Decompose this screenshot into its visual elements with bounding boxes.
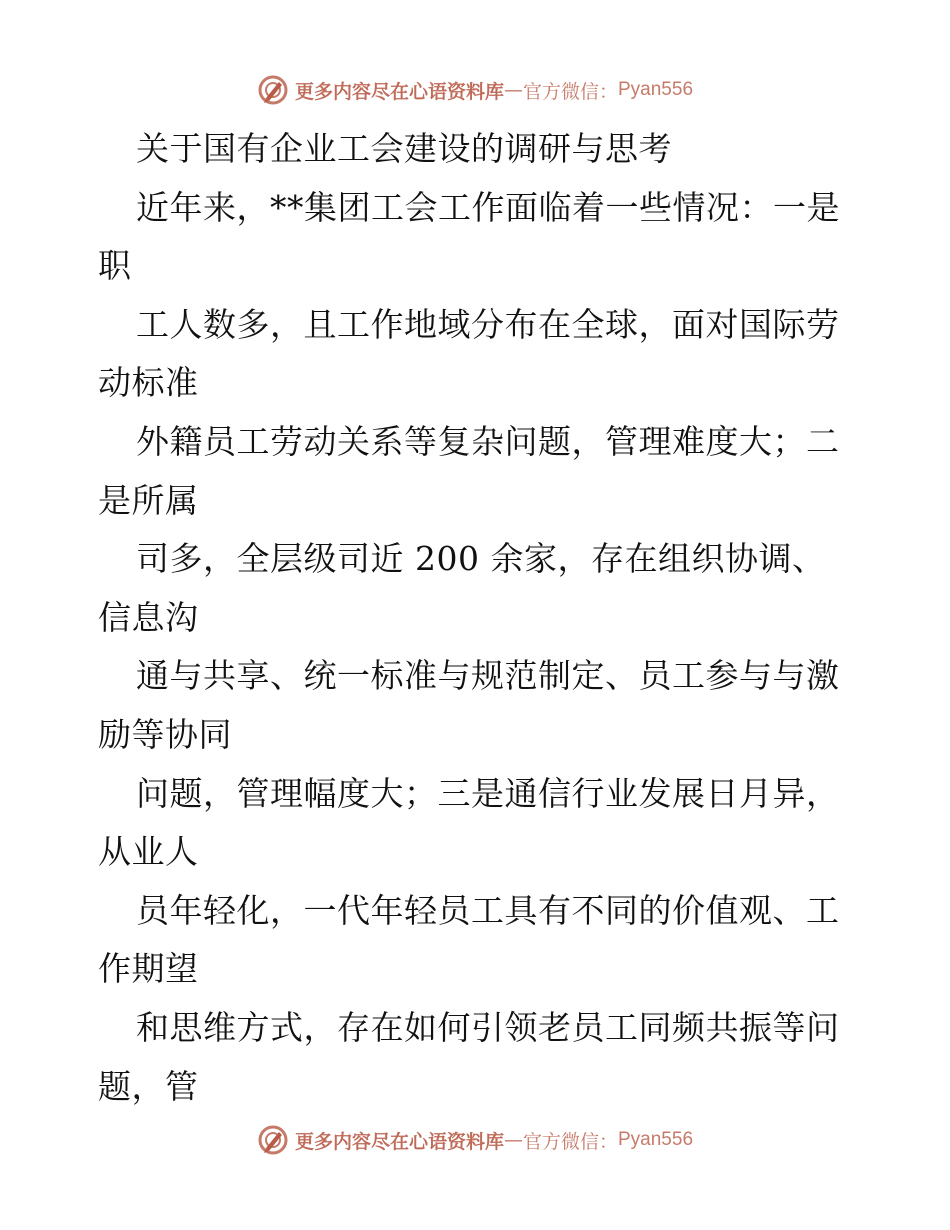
watermark-suffix: 官方微信： [522,80,618,103]
body-line: 是所属 [98,480,199,520]
body-line: 励等协同 [98,714,232,754]
body-line: 外籍员工劳动关系等复杂问题，管理难度大；二 [136,421,840,461]
body-line: 近年来，**集团工会工作面临着一些情况：一是 [136,187,840,227]
body-line: 司多，全层级司近 200 余家，存在组织协调、 [136,539,826,579]
pen-logo-icon [257,1124,289,1156]
body-line: 题，管 [98,1066,199,1106]
watermark-suffix: 官方微信： [522,1130,618,1153]
body-line: 动标准 [98,363,199,403]
watermark-prefix: 更多内容尽在心语资料库 [294,80,504,103]
body-line: 作期望 [98,949,199,989]
watermark-handle: Pyan556 [618,79,694,100]
body-line: 从业人 [98,832,199,872]
body-line: 员年轻化，一代年轻员工具有不同的价值观、工 [136,890,840,930]
watermark-dash: — [503,1129,523,1151]
body-line: 和思维方式，存在如何引领老员工同频共振等问 [136,1007,840,1047]
pen-logo-icon [257,74,289,106]
body-line: 职 [98,246,132,286]
body-line: 问题，管理幅度大；三是通信行业发展日月异， [136,773,840,813]
watermark-dash: — [503,79,523,101]
watermark-header [0,72,950,108]
watermark-footer [0,1122,950,1158]
document-body [98,120,858,1116]
body-line: 工人数多，且工作地域分布在全球，面对国际劳 [136,304,840,344]
watermark-prefix: 更多内容尽在心语资料库 [294,1130,504,1153]
body-line: 信息沟 [98,597,199,637]
document-title: 关于国有企业工会建设的调研与思考 [136,129,672,168]
watermark-handle: Pyan556 [618,1129,694,1150]
body-line: 通与共享、统一标准与规范制定、员工参与与激 [136,656,840,696]
